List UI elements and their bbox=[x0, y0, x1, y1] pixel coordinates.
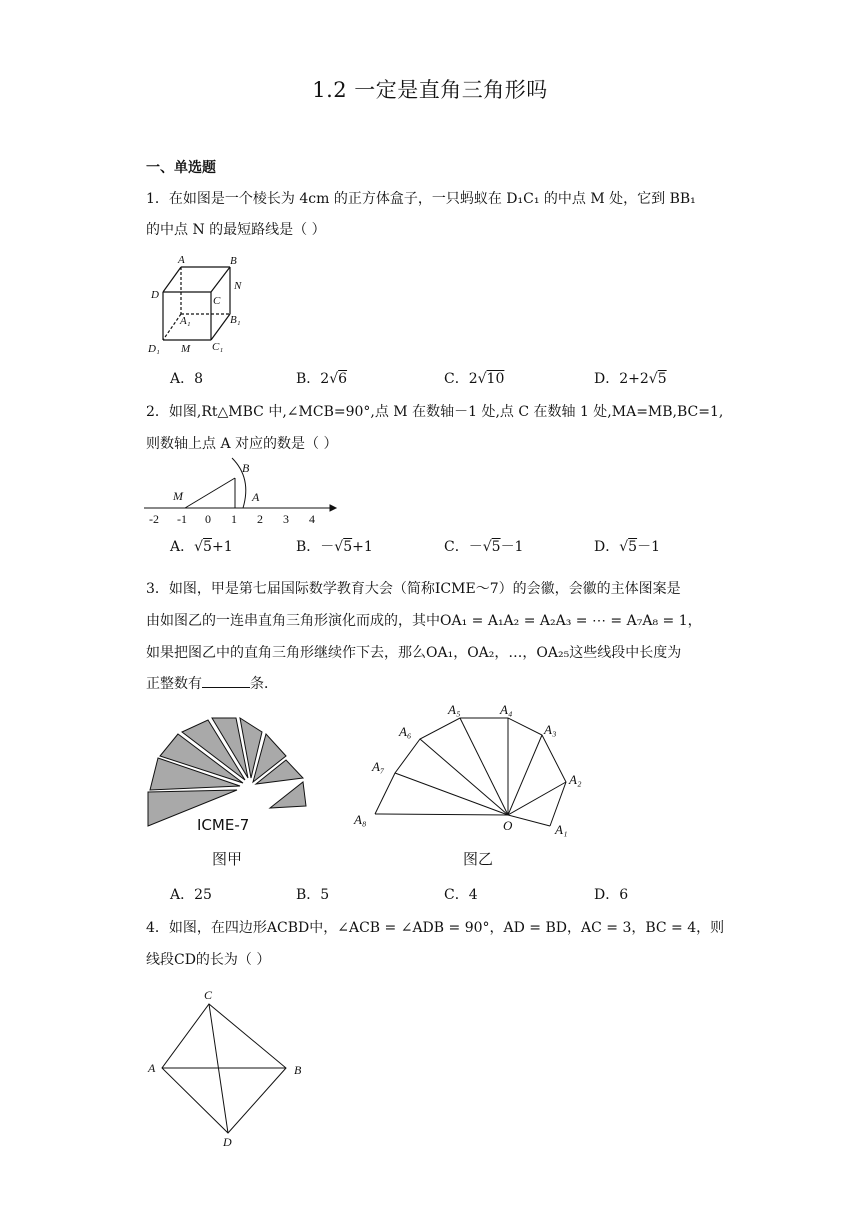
q2-label-b: B bbox=[242, 461, 250, 475]
q2-option-a[interactable]: A．√5+1 bbox=[170, 539, 233, 555]
q1-label-b: B bbox=[230, 255, 237, 267]
q3-text-line2: 由如图乙的一连串直角三角形演化而成的，其中OA₁ = A₁A₂ = A₂A₃ = ⋯ = A₇A₈ = 1， bbox=[146, 613, 702, 629]
q3-text-line1: 3．如图，甲是第七届国际数学教育大会（简称ICME～7）的会徽，会徽的主体图案是 bbox=[146, 581, 681, 597]
q2-text-line1: 2．如图,Rt△MBC 中,∠MCB=90°,点 M 在数轴－1 处,点 C 在数轴 1 处,MA=MB,BC=1, bbox=[146, 404, 724, 420]
q3-spiral-figure bbox=[350, 700, 600, 840]
q1-option-b[interactable]: B．2√6 bbox=[296, 371, 348, 387]
q1-label-a1: A₁ bbox=[180, 315, 191, 327]
q1-text-line2: 的中点 N 的最短路线是（ ） bbox=[146, 222, 326, 238]
q1-option-d[interactable]: D．2+2√5 bbox=[594, 371, 667, 387]
q2-tick-3: 1 bbox=[231, 512, 237, 526]
page-title: 1.2 一定是直角三角形吗 bbox=[312, 78, 548, 102]
q3-point-a2: A₂ bbox=[569, 772, 582, 787]
q3-point-a3: A₃ bbox=[544, 722, 557, 737]
q2-tick-4: 2 bbox=[257, 512, 263, 526]
q3-point-a7: A₇ bbox=[372, 759, 385, 774]
q2-tick-0: -2 bbox=[149, 512, 159, 526]
q3-point-a8: A₈ bbox=[354, 812, 367, 827]
q3-option-a[interactable]: A．25 bbox=[170, 887, 212, 903]
q2-tick-2: 0 bbox=[205, 512, 211, 526]
q2-option-d[interactable]: D．√5－1 bbox=[594, 539, 660, 555]
q3-answer-blank[interactable] bbox=[202, 675, 250, 688]
q2-tick-1: -1 bbox=[177, 512, 187, 526]
q2-option-c[interactable]: C．－√5－1 bbox=[444, 539, 524, 555]
q3-option-b[interactable]: B．5 bbox=[296, 887, 330, 903]
q1-label-n: N bbox=[234, 280, 242, 292]
q3-emblem-figure bbox=[140, 712, 320, 832]
q3-point-a1: A₁ bbox=[555, 822, 568, 837]
q3-point-o: O bbox=[503, 818, 513, 833]
q3-text-line3: 如果把图乙中的直角三角形继续作下去，那么OA₁，OA₂，…，OA₂₅这些线段中长度为 bbox=[146, 645, 682, 661]
section-heading: 一、单选题 bbox=[146, 160, 216, 176]
q1-option-a[interactable]: A．8 bbox=[170, 371, 204, 387]
q2-tick-6: 4 bbox=[309, 512, 315, 526]
q2-option-b[interactable]: B．－√5+1 bbox=[296, 539, 373, 555]
q4-text-line2: 线段CD的长为（ ） bbox=[146, 952, 271, 968]
q3-option-c[interactable]: C．4 bbox=[444, 887, 478, 903]
q1-text-line1: 1．在如图是一个棱长为 4cm 的正方体盒子，一只蚂蚁在 D₁C₁ 的中点 M 处，它到 BB₁ bbox=[146, 191, 696, 207]
q2-label-m: M bbox=[173, 489, 183, 503]
q2-tick-5: 3 bbox=[283, 512, 289, 526]
q1-option-c[interactable]: C．2√10 bbox=[444, 371, 505, 387]
q2-label-a: A bbox=[252, 490, 260, 504]
q3-emblem-caption: ICME-7 bbox=[197, 816, 250, 834]
q1-cube-figure bbox=[146, 252, 256, 356]
q3-point-a5: A₅ bbox=[448, 702, 461, 717]
q1-label-d: D bbox=[151, 289, 159, 301]
q2-text-line2: 则数轴上点 A 对应的数是（ ） bbox=[146, 436, 338, 452]
q1-label-m: M bbox=[181, 343, 191, 355]
q4-quadrilateral-figure bbox=[140, 986, 320, 1152]
q2-number-line-figure bbox=[140, 454, 340, 528]
q4-label-a: A bbox=[148, 1061, 156, 1075]
q1-label-d1: D₁ bbox=[148, 343, 160, 355]
q1-label-c1: C₁ bbox=[212, 341, 224, 353]
q3-figure-b-caption: 图乙 bbox=[463, 850, 494, 868]
q3-text-line4: 正整数有 条． bbox=[146, 676, 278, 692]
q4-label-d: D bbox=[223, 1135, 232, 1149]
q3-figure-a-caption: 图甲 bbox=[212, 850, 243, 868]
q3-point-a6: A₆ bbox=[399, 724, 412, 739]
q4-text-line1: 4．如图，在四边形ACBD中，∠ACB = ∠ADB = 90°，AD = BD，AC = 3，BC = 4，则 bbox=[146, 920, 725, 936]
q3-point-a4: A₄ bbox=[500, 702, 513, 717]
q1-label-a: A bbox=[178, 254, 185, 266]
q1-label-c: C bbox=[213, 295, 221, 307]
q4-label-c: C bbox=[204, 988, 213, 1002]
q3-option-d[interactable]: D．6 bbox=[594, 887, 629, 903]
q1-label-b1: B₁ bbox=[230, 314, 241, 326]
q4-label-b: B bbox=[294, 1063, 302, 1077]
